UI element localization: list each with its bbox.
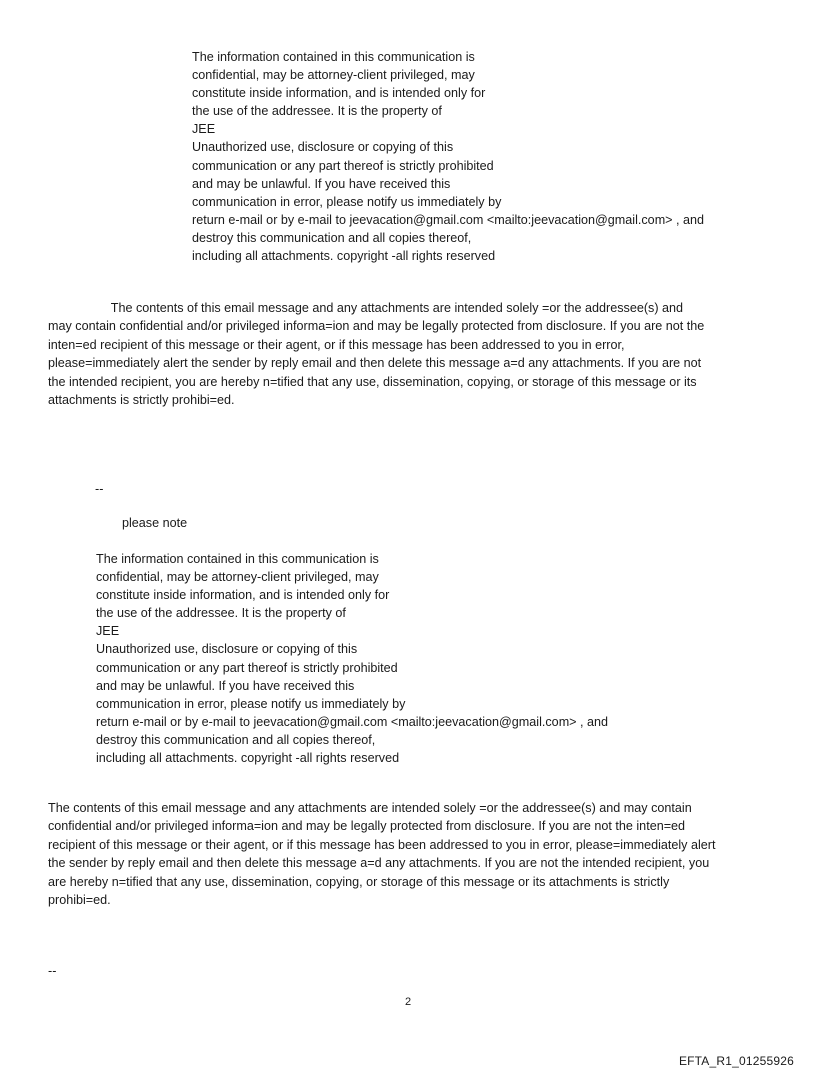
email-disclaimer-1 xyxy=(48,299,704,409)
disclaimer-line: The contents of this email message and any attachments are intended solely =or the addressee(s) and may contain xyxy=(48,801,692,815)
notice-line: and may be unlawful. If you have received this xyxy=(192,176,451,191)
signature-separator: -- xyxy=(95,482,104,496)
notice-line: including all attachments. copyright -all rights reserved xyxy=(96,751,400,766)
disclaimer-line: The contents of this email message and any attachments are intended solely =or the addressee(s) and xyxy=(48,301,684,315)
notice-line: the use of the addressee. It is the property of xyxy=(192,104,442,119)
disclaimer-line: may contain confidential and/or privileged informa=ion and may be legally protected from disclosure. If you are not the xyxy=(48,319,705,334)
notice-line: destroy this communication and all copies thereof, xyxy=(192,230,472,245)
notice-line: communication in error, please notify us immediately by xyxy=(96,696,406,711)
document-id: EFTA_R1_01255926 xyxy=(678,1054,794,1068)
disclaimer-line: prohibi=ed. xyxy=(48,893,111,908)
notice-line: JEE xyxy=(96,624,120,639)
notice-line: communication in error, please notify us immediately by xyxy=(192,194,502,209)
notice-line: destroy this communication and all copies thereof, xyxy=(96,732,376,747)
signature-separator: -- xyxy=(48,964,57,978)
note-label: please note xyxy=(122,516,188,530)
notice-line: The information contained in this communication is xyxy=(96,552,379,566)
confidentiality-notice-1 xyxy=(192,48,704,265)
disclaimer-line: recipient of this message or their agent, or if this message has been addressed to you in error, please=immediately alert xyxy=(48,837,716,852)
notice-line: the use of the addressee. It is the property of xyxy=(96,606,346,621)
email-disclaimer-2 xyxy=(48,799,715,909)
notice-line: return e-mail or by e-mail to jeevacation@gmail.com <mailto:jeevacation@gmail.com> , and xyxy=(96,714,609,729)
notice-line: and may be unlawful. If you have received this xyxy=(96,678,355,693)
page-number: 2 xyxy=(404,996,412,1008)
disclaimer-line: please=immediately alert the sender by reply email and then delete this message a=d any attachments. If you are not xyxy=(48,356,702,371)
notice-line: including all attachments. copyright -all rights reserved xyxy=(192,249,496,264)
notice-line: constitute inside information, and is intended only for xyxy=(192,86,486,101)
notice-line: return e-mail or by e-mail to jeevacation@gmail.com <mailto:jeevacation@gmail.com> , and xyxy=(192,212,705,227)
notice-line: Unauthorized use, disclosure or copying of this xyxy=(192,140,454,155)
notice-line: confidential, may be attorney-client privileged, may xyxy=(96,570,379,585)
disclaimer-line: attachments is strictly prohibi=ed. xyxy=(48,393,235,408)
notice-line: constitute inside information, and is intended only for xyxy=(96,588,390,603)
confidentiality-notice-2 xyxy=(96,550,608,767)
disclaimer-line: inten=ed recipient of this message or their agent, or if this message has been addressed to you in error, xyxy=(48,337,625,352)
notice-line: JEE xyxy=(192,122,216,137)
notice-line: confidential, may be attorney-client privileged, may xyxy=(192,68,475,83)
disclaimer-line: confidential and/or privileged informa=ion and may be legally protected from disclosure. If you are not the inten=ed xyxy=(48,819,686,834)
disclaimer-line: the sender by reply email and then delete this message a=d any attachments. If you are not the intended recipient, you xyxy=(48,856,710,871)
notice-line: The information contained in this communication is xyxy=(192,50,475,64)
disclaimer-line: are hereby n=tified that any use, dissemination, copying, or storage of this message or its attachments is strictly xyxy=(48,874,670,889)
notice-line: Unauthorized use, disclosure or copying of this xyxy=(96,642,358,657)
notice-line: communication or any part thereof is strictly prohibited xyxy=(192,158,494,173)
notice-line: communication or any part thereof is strictly prohibited xyxy=(96,660,398,675)
disclaimer-line: the intended recipient, you are hereby n=tified that any use, dissemination, copying, or storage of this message or its xyxy=(48,374,697,389)
